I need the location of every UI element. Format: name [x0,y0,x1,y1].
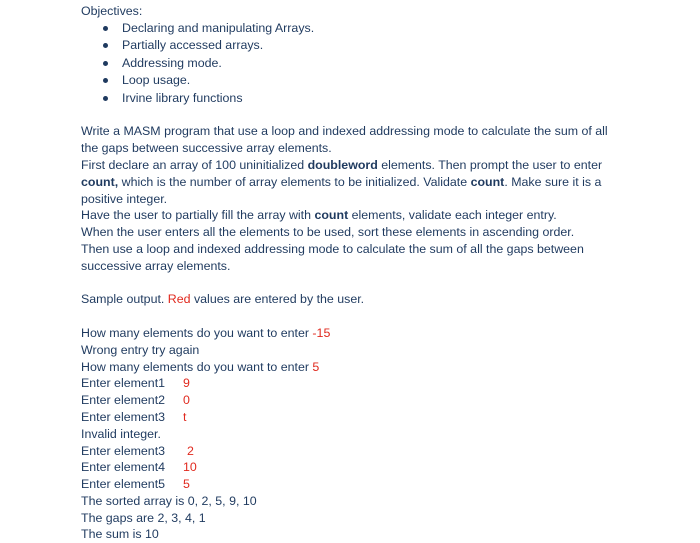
text-run: elements. Then prompt the user to enter [377,158,603,172]
output-line [81,409,187,426]
output-text: The sorted array is 0, 2, 5, 9, 10 [81,494,257,508]
output-line [81,325,330,342]
objectives-heading: Objectives: [81,4,143,18]
output-text: Enter element4 [81,460,166,474]
objective-text: Declaring and manipulating Arrays. [122,21,315,35]
objective-item [122,72,190,89]
output-text: Enter element2 [81,393,166,407]
output-line [81,443,194,460]
output-text: The gaps are 2, 3, 4, 1 [81,511,206,525]
description-line: Then use a loop and indexed addressing mode to calculate the sum of all the gaps between [81,242,584,256]
output-line [81,510,206,527]
user-input-value: 5 [183,477,190,491]
objective-item [122,20,314,37]
user-input-value: -15 [312,326,331,340]
description-line: positive integer. [81,192,168,206]
text-run: . Make sure it is a [504,175,602,189]
text-run: which is the number of array elements to be initialized. Validate [118,175,471,189]
user-input-value: t [183,410,187,424]
description-line [81,174,601,191]
bullet-icon [103,26,108,31]
output-line [81,359,319,376]
sample-note [81,291,364,308]
user-input-value: 0 [183,393,190,407]
text-run: values are entered by the user. [190,292,365,306]
output-text: Enter element3 [81,444,166,458]
objective-text: Irvine library functions [122,91,243,105]
text-run: Have the user to partially fill the array with [81,208,315,222]
text-run: elements, validate each integer entry. [348,208,557,222]
output-text: How many elements do you want to enter [81,360,313,374]
description-line: Write a MASM program that use a loop and indexed addressing mode to calculate the sum of all [81,124,608,138]
output-text: Enter element3 [81,410,166,424]
bullet-icon [103,96,108,101]
output-line [81,459,197,476]
objective-item [122,55,222,72]
output-text: How many elements do you want to enter [81,326,313,340]
description-line: the gaps between successive array elements. [81,141,332,155]
description-line [81,207,557,224]
output-line [81,342,199,359]
user-input-value: 5 [312,360,320,374]
objective-text: Addressing mode. [122,56,222,70]
output-line [81,493,257,510]
output-text: The sum is 10 [81,527,159,541]
bold-term: count [314,208,349,222]
bullet-icon [103,43,108,48]
output-line [81,426,161,443]
bullet-icon [103,78,108,83]
bold-term: count, [81,175,119,189]
description-line: successive array elements. [81,259,231,273]
user-input-value: 9 [183,376,190,390]
output-line [81,375,190,392]
output-text: Wrong entry try again [81,343,200,357]
user-input-value: 2 [187,444,194,458]
output-line [81,476,190,493]
output-text: Enter element5 [81,477,166,491]
description-line: When the user enters all the elements to be used, sort these elements in ascending order. [81,225,575,239]
objective-item [122,90,243,107]
user-input-value: 10 [183,460,197,474]
red-word: Red [167,292,191,306]
description-line [81,157,602,174]
output-text: Enter element1 [81,376,166,390]
text-run: Sample output. [81,292,168,306]
output-line [81,392,190,409]
bold-term: count [470,175,505,189]
objective-text: Loop usage. [122,73,191,87]
objective-item [122,37,263,54]
text-run: First declare an array of 100 uninitialized [81,158,308,172]
bold-term: doubleword [307,158,378,172]
objective-text: Partially accessed arrays. [122,38,264,52]
output-text: Invalid integer. [81,427,161,441]
output-line [81,526,159,543]
bullet-icon [103,61,108,66]
